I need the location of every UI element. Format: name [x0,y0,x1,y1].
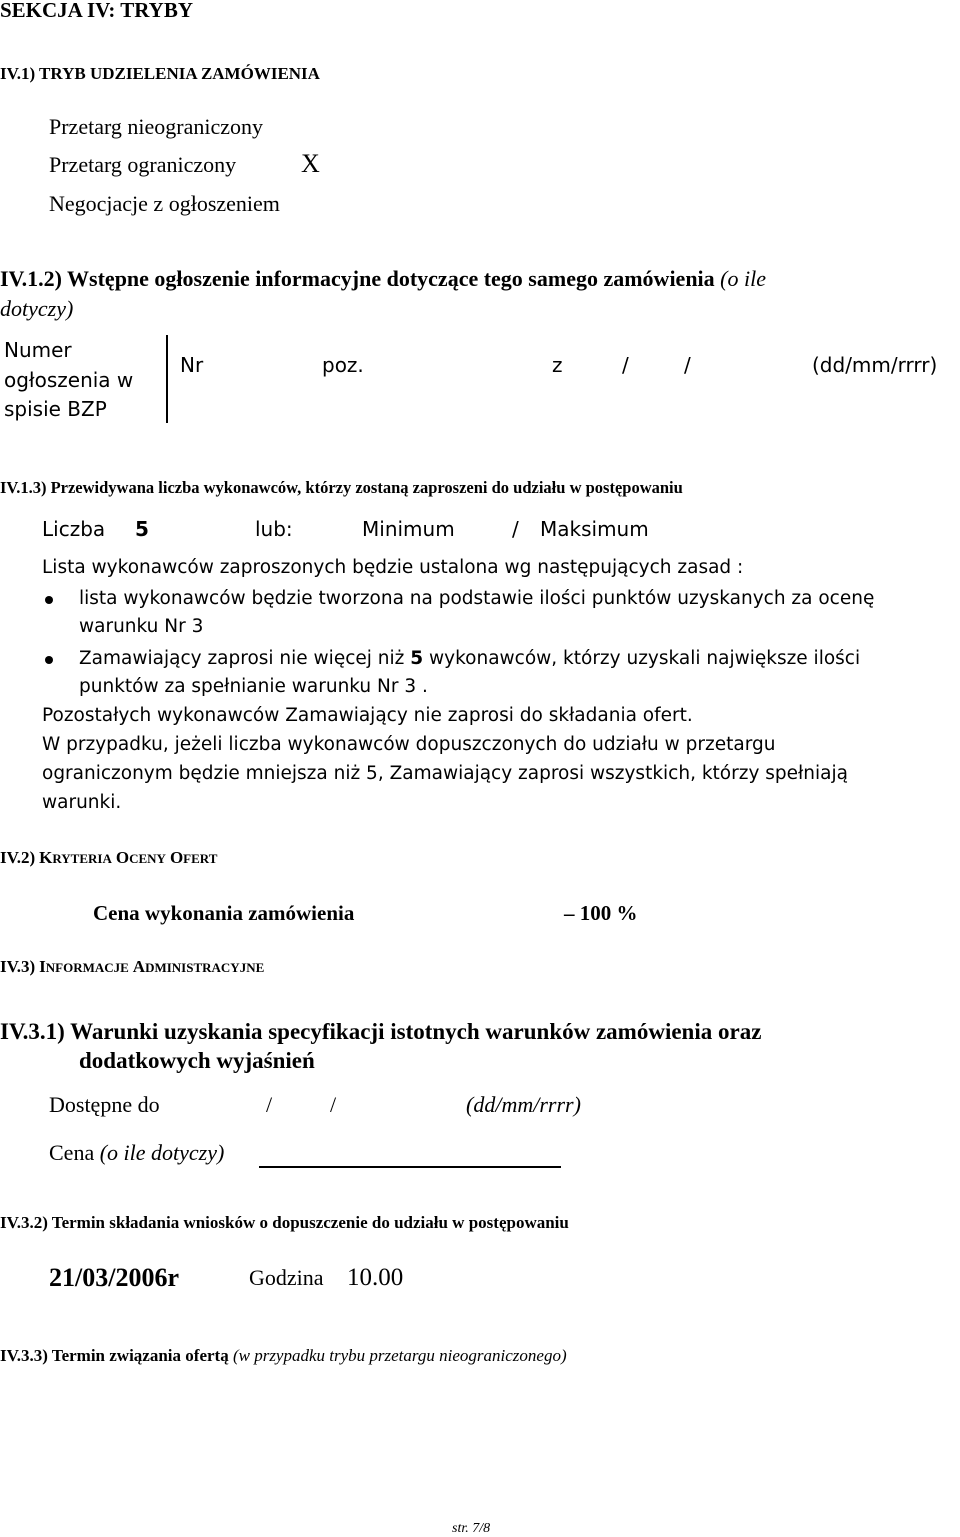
maksimum-label: Maksimum [540,517,649,541]
bzp-divider [166,335,168,423]
bullet1-line2: warunku Nr 3 [79,616,204,637]
bzp-poz: poz. [322,353,364,377]
bzp-label-line1: Numer [4,338,72,362]
bullet-icon [45,656,53,664]
godzina-label: Godzina [249,1265,324,1290]
liczba-label: Liczba [42,517,106,541]
deadline-date: 21/03/2006r [49,1263,179,1292]
option-przetarg-ograniczony: Przetarg ograniczony [49,152,237,177]
selected-mark: X [301,149,320,178]
option-negocjacje: Negocjacje z ogłoszeniem [49,191,280,216]
section-title: SEKCJA IV: TRYBY [0,0,193,22]
min-max-slash: / [512,517,519,541]
bzp-label-line3: spisie BZP [4,397,107,421]
iv12-heading-cont: dotyczy) [0,296,74,321]
bzp-slash-2: / [684,353,691,377]
cena-label: Cena (o ile dotyczy) [49,1140,225,1165]
iv31-heading-line2: dodatkowych wyjaśnień [79,1048,315,1073]
bzp-label-line2: ogłoszenia w [4,368,134,392]
bullet2-line1: Zamawiający zaprosi nie więcej niż 5 wykonawców, którzy uzyskali największe ilości [79,648,861,669]
iv31-heading-line1: IV.3.1) Warunki uzyskania specyfikacji istotnych warunków zamówienia oraz [0,1019,762,1044]
iv3-heading: IV.3) INFORMACJE ADMINISTRACYJNE [0,957,265,976]
dostepne-label: Dostępne do [49,1092,160,1117]
bzp-slash-1: / [622,353,629,377]
cena-blank-line [259,1166,561,1168]
bzp-nr: Nr [180,353,204,377]
iv2-heading: IV.2) KRYTERIA OCENY OFERT [0,848,218,867]
iv32-heading: IV.3.2) Termin składania wniosków o dopuszczenie do udziału w postępowaniu [0,1213,569,1232]
iv33-heading: IV.3.3) Termin związania ofertą (w przypadku trybu przetargu nieograniczonego) [0,1346,567,1365]
minimum-label: Minimum [362,517,455,541]
przypadku-line2: ograniczonym będzie mniejsza niż 5, Zamawiający zaprosi wszystkich, którzy spełniają [42,763,848,784]
lub-label: lub: [255,517,293,541]
przypadku-line1: W przypadku, jeżeli liczba wykonawców dopuszczonych do udziału w przetargu [42,734,776,755]
godzina-value: 10.00 [347,1264,404,1291]
bzp-z: z [552,353,563,377]
iv13-heading: IV.1.3) Przewidywana liczba wykonawców, którzy zostaną zaproszeni do udziału w postępowaniu [0,478,683,497]
option-przetarg-nieograniczony: Przetarg nieograniczony [49,114,264,139]
pozostalych-text: Pozostałych wykonawców Zamawiający nie zaprosi do składania ofert. [42,705,693,726]
lista-intro: Lista wykonawców zaproszonych będzie ustalona wg następujących zasad : [42,557,744,578]
bullet1-line1: lista wykonawców będzie tworzona na podstawie ilości punktów uzyskanych za ocenę [79,588,875,609]
przypadku-line3: warunki. [42,792,122,813]
iv12-heading: IV.1.2) Wstępne ogłoszenie informacyjne dotyczące tego samego zamówienia (o ile [0,266,766,291]
liczba-value: 5 [135,517,149,541]
bzp-date-format: (dd/mm/rrrr) [812,353,938,377]
criterion-weight: – 100 % [564,901,638,925]
dostepne-date-format: (dd/mm/rrrr) [466,1092,581,1117]
dostepne-slash-1: / [266,1092,273,1117]
bullet2-line2: punktów za spełnianie warunku Nr 3 . [79,676,428,697]
iv1-heading: IV.1) TRYB UDZIELENIA ZAMÓWIENIA [0,64,320,83]
criterion-name: Cena wykonania zamówienia [93,901,355,925]
bullet-icon [45,596,53,604]
page-number: str. 7/8 [452,1521,491,1536]
dostepne-slash-2: / [330,1092,337,1117]
